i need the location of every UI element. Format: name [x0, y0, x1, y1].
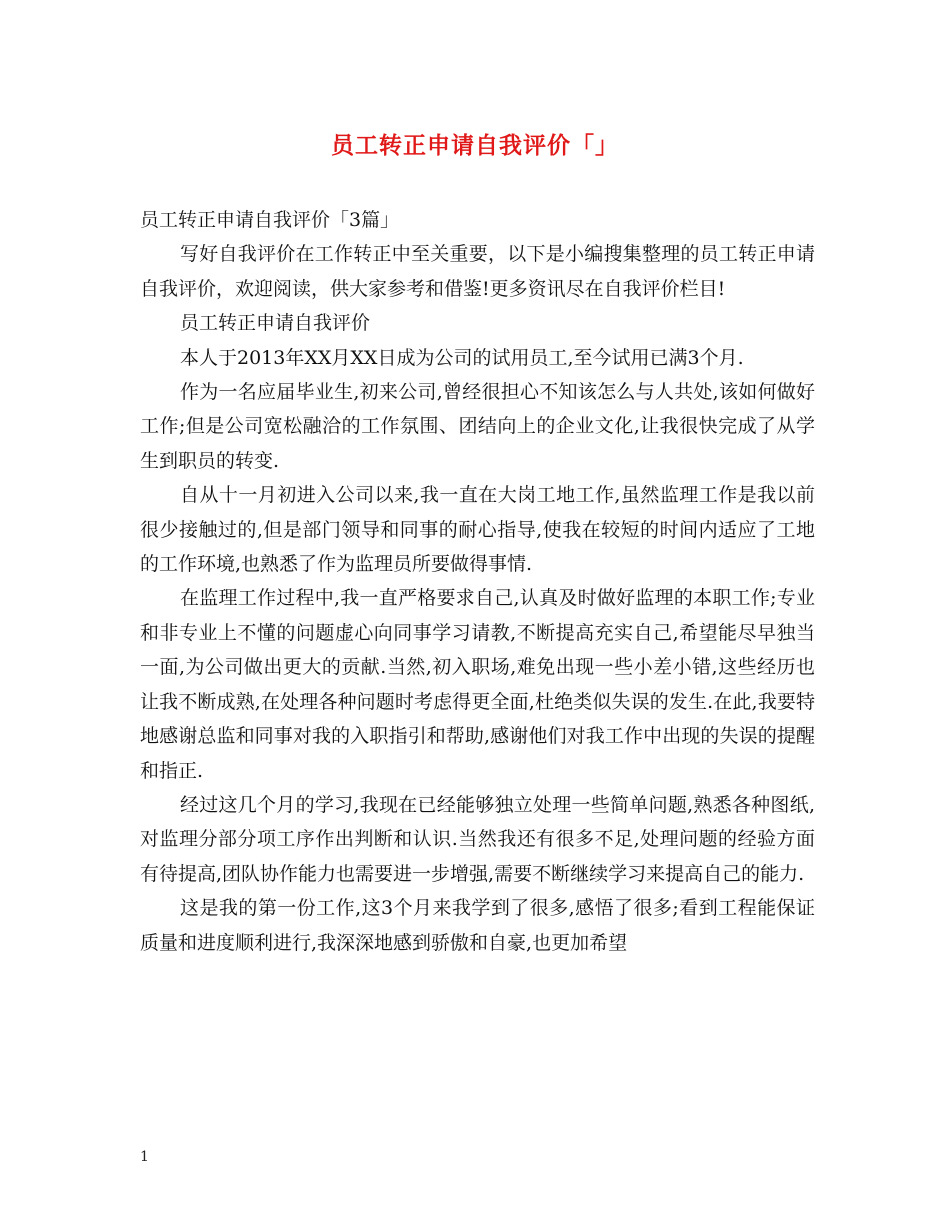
paragraph-intro: 写好自我评价在工作转正中至关重要，以下是小编搜集整理的员工转正申请自我评价，欢迎阅读，供大家参考和借鉴!更多资讯尽在自我评价栏目! — [140, 243, 815, 300]
page-number: 1 — [140, 1149, 149, 1165]
document-body — [140, 203, 815, 960]
paragraph-subtitle: 员工转正申请自我评价「3篇」 — [140, 209, 400, 231]
paragraph: 本人于2013年XX月XX日成为公司的试用员工,至今试用已满3个月. — [180, 346, 744, 369]
paragraph: 这是我的第一份工作,这3个月来我学到了很多,感悟了很多;看到工程能保证质量和进度顺利进行,我深深地感到骄傲和自豪,也更加希望 — [140, 897, 815, 954]
paragraph: 自从十一月初进入公司以来,我一直在大岗工地工作,虽然监理工作是我以前很少接触过的,但是部门领导和同事的耐心指导,使我在较短的时间内适应了工地的工作环境,也熟悉了作为监理员所要做得事情. — [140, 484, 815, 576]
paragraph-section-heading: 员工转正申请自我评价 — [180, 312, 371, 335]
paragraph: 在监理工作过程中,我一直严格要求自己,认真及时做好监理的本职工作;专业和非专业上不懂的问题虚心向同事学习请教,不断提高充实自己,希望能尽早独当一面,为公司做出更大的贡献.当然,初入职场,难免出现一些小差小错,这些经历也让我不断成熟,在处理各种问题时考虑得更全面,杜绝类似失误的发生.在此,我要特地感谢总监和同事对我的入职指引和帮助,感谢他们对我工作中出现的失误的提醒和指正. — [140, 587, 815, 782]
document-title: 员工转正申请自我评价「」 — [331, 132, 619, 159]
paragraph: 作为一名应届毕业生,初来公司,曾经很担心不知该怎么与人共处,该如何做好工作;但是公司宽松融洽的工作氛围、团结向上的企业文化,让我很快完成了从学生到职员的转变. — [140, 381, 815, 472]
paragraph: 经过这几个月的学习,我现在已经能够独立处理一些简单问题,熟悉各种图纸,对监理分部分项工序作出判断和认识.当然我还有很多不足,处理问题的经验方面有待提高,团队协作能力也需要进一步增强,需要不断继续学习来提高自己的能力. — [140, 793, 815, 885]
